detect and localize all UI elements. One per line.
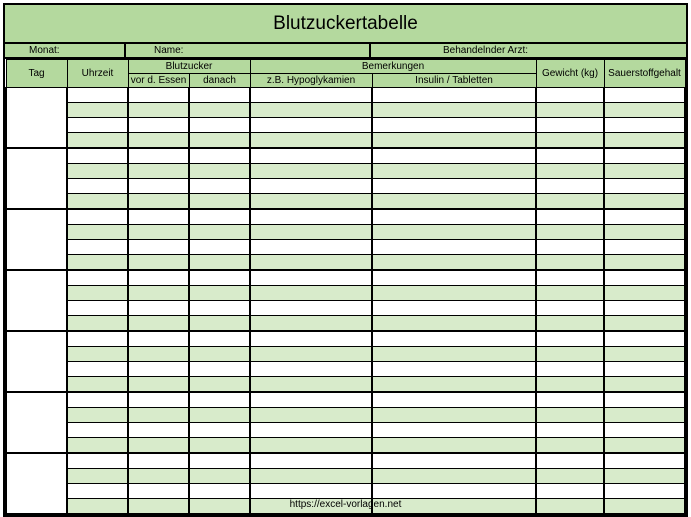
entry-cell[interactable]	[250, 240, 372, 255]
entry-cell[interactable]	[128, 88, 189, 103]
entry-cell[interactable]	[128, 453, 189, 469]
entry-cell[interactable]	[372, 255, 536, 271]
entry-cell[interactable]	[536, 209, 604, 225]
table-row	[6, 331, 685, 347]
entry-cell[interactable]	[250, 225, 372, 240]
entry-cell[interactable]	[250, 164, 372, 179]
col-header-gewicht: Gewicht (kg)	[536, 60, 604, 88]
day-cell[interactable]	[6, 148, 67, 209]
entry-cell[interactable]	[372, 438, 536, 454]
entry-cell[interactable]	[372, 286, 536, 301]
entry-cell[interactable]	[604, 225, 685, 240]
entry-cell[interactable]	[372, 103, 536, 118]
entry-cell[interactable]	[372, 164, 536, 179]
info-row	[5, 44, 686, 59]
entry-cell[interactable]	[250, 408, 372, 423]
table-row	[6, 164, 685, 179]
entry-cell[interactable]	[372, 362, 536, 377]
entry-cell[interactable]	[128, 438, 189, 454]
entry-cell[interactable]	[536, 88, 604, 103]
entry-cell[interactable]	[189, 164, 250, 179]
entry-cell[interactable]	[604, 484, 685, 499]
col-header-danach: danach	[189, 74, 250, 88]
col-header-vor-essen: vor d. Essen	[128, 74, 189, 88]
entry-cell[interactable]	[604, 423, 685, 438]
col-header-blutzucker: Blutzucker	[128, 60, 250, 74]
entry-cell[interactable]	[250, 255, 372, 271]
entry-cell[interactable]	[128, 362, 189, 377]
entry-cell[interactable]	[604, 209, 685, 225]
entry-cell[interactable]	[536, 392, 604, 408]
entry-cell[interactable]	[67, 194, 128, 210]
entry-cell[interactable]	[128, 240, 189, 255]
entry-cell[interactable]	[250, 270, 372, 286]
entry-cell[interactable]	[67, 103, 128, 118]
log-table	[5, 59, 686, 515]
entry-cell[interactable]	[128, 286, 189, 301]
entry-cell[interactable]	[189, 484, 250, 499]
entry-cell[interactable]	[372, 453, 536, 469]
entry-cell[interactable]	[250, 469, 372, 484]
entry-cell[interactable]	[536, 270, 604, 286]
entry-cell[interactable]	[128, 316, 189, 332]
table-row	[6, 347, 685, 362]
entry-cell[interactable]	[604, 194, 685, 210]
entry-cell[interactable]	[189, 225, 250, 240]
entry-cell[interactable]	[128, 301, 189, 316]
table-row	[6, 377, 685, 393]
entry-cell[interactable]	[604, 438, 685, 454]
sheet-title: Blutzuckertabelle	[5, 5, 686, 44]
entry-cell[interactable]	[250, 179, 372, 194]
entry-cell[interactable]	[604, 88, 685, 103]
entry-cell[interactable]	[604, 148, 685, 164]
entry-cell[interactable]	[67, 362, 128, 377]
table-row	[6, 270, 685, 286]
entry-cell[interactable]	[67, 316, 128, 332]
entry-cell[interactable]	[189, 240, 250, 255]
entry-cell[interactable]	[536, 179, 604, 194]
entry-cell[interactable]	[67, 423, 128, 438]
entry-cell[interactable]	[250, 484, 372, 499]
entry-cell[interactable]	[67, 392, 128, 408]
entry-cell[interactable]	[128, 194, 189, 210]
footer-url[interactable]: https://excel-vorlagen.net	[289, 499, 402, 510]
entry-cell[interactable]	[128, 423, 189, 438]
entry-cell[interactable]	[372, 392, 536, 408]
entry-cell[interactable]	[250, 103, 372, 118]
entry-cell[interactable]	[372, 118, 536, 133]
entry-cell[interactable]	[189, 453, 250, 469]
entry-cell[interactable]	[67, 408, 128, 423]
month-field[interactable]: Monat:	[5, 44, 126, 57]
entry-cell[interactable]	[67, 209, 128, 225]
entry-cell[interactable]	[372, 347, 536, 362]
entry-cell[interactable]	[372, 423, 536, 438]
entry-cell[interactable]	[128, 347, 189, 362]
entry-cell[interactable]	[536, 362, 604, 377]
table-row	[6, 103, 685, 118]
entry-cell[interactable]	[67, 164, 128, 179]
entry-cell[interactable]	[250, 148, 372, 164]
entry-cell[interactable]	[128, 179, 189, 194]
entry-cell[interactable]	[372, 316, 536, 332]
entry-cell[interactable]	[250, 362, 372, 377]
entry-cell[interactable]	[372, 133, 536, 149]
entry-cell[interactable]	[604, 286, 685, 301]
entry-cell[interactable]	[189, 438, 250, 454]
entry-cell[interactable]	[250, 133, 372, 149]
entry-cell[interactable]	[536, 484, 604, 499]
entry-cell[interactable]	[128, 225, 189, 240]
entry-cell[interactable]	[128, 377, 189, 393]
entry-cell[interactable]	[604, 118, 685, 133]
entry-cell[interactable]	[250, 438, 372, 454]
entry-cell[interactable]	[536, 240, 604, 255]
table-row	[6, 301, 685, 316]
entry-cell[interactable]	[372, 179, 536, 194]
entry-cell[interactable]	[372, 240, 536, 255]
entry-cell[interactable]	[189, 209, 250, 225]
entry-cell[interactable]	[189, 423, 250, 438]
entry-cell[interactable]	[128, 484, 189, 499]
entry-cell[interactable]	[536, 164, 604, 179]
entry-cell[interactable]	[189, 133, 250, 149]
entry-cell[interactable]	[536, 148, 604, 164]
entry-cell[interactable]	[604, 164, 685, 179]
entry-cell[interactable]	[189, 270, 250, 286]
entry-cell[interactable]	[189, 362, 250, 377]
entry-cell[interactable]	[67, 438, 128, 454]
entry-cell[interactable]	[128, 270, 189, 286]
entry-cell[interactable]	[189, 316, 250, 332]
entry-cell[interactable]	[536, 438, 604, 454]
entry-cell[interactable]	[250, 286, 372, 301]
entry-cell[interactable]	[67, 331, 128, 347]
table-row	[6, 148, 685, 164]
entry-cell[interactable]	[536, 286, 604, 301]
entry-cell[interactable]	[67, 118, 128, 133]
entry-cell[interactable]	[372, 194, 536, 210]
entry-cell[interactable]	[536, 255, 604, 271]
entry-cell[interactable]	[67, 240, 128, 255]
entry-cell[interactable]	[250, 194, 372, 210]
name-field[interactable]: Name:	[126, 44, 371, 57]
entry-cell[interactable]	[128, 392, 189, 408]
table-row	[6, 438, 685, 454]
entry-cell[interactable]	[128, 209, 189, 225]
entry-cell[interactable]	[189, 469, 250, 484]
entry-cell[interactable]	[604, 469, 685, 484]
entry-cell[interactable]	[536, 316, 604, 332]
entry-cell[interactable]	[604, 331, 685, 347]
entry-cell[interactable]	[604, 392, 685, 408]
entry-cell[interactable]	[536, 225, 604, 240]
entry-cell[interactable]	[372, 270, 536, 286]
table-row	[6, 255, 685, 271]
entry-cell[interactable]	[604, 316, 685, 332]
entry-cell[interactable]	[604, 347, 685, 362]
entry-cell[interactable]	[250, 118, 372, 133]
entry-cell[interactable]	[67, 225, 128, 240]
table-row	[6, 469, 685, 484]
table-row	[6, 423, 685, 438]
entry-cell[interactable]	[128, 408, 189, 423]
entry-cell[interactable]	[604, 255, 685, 271]
entry-cell[interactable]	[536, 331, 604, 347]
entry-cell[interactable]	[250, 453, 372, 469]
entry-cell[interactable]	[189, 179, 250, 194]
day-cell[interactable]	[6, 209, 67, 270]
entry-cell[interactable]	[536, 301, 604, 316]
table-row	[6, 362, 685, 377]
entry-cell[interactable]	[189, 88, 250, 103]
table-row	[6, 118, 685, 133]
entry-cell[interactable]	[250, 316, 372, 332]
entry-cell[interactable]	[250, 331, 372, 347]
entry-cell[interactable]	[67, 484, 128, 499]
day-cell[interactable]	[6, 392, 67, 453]
entry-cell[interactable]	[67, 286, 128, 301]
entry-cell[interactable]	[67, 377, 128, 393]
entry-cell[interactable]	[189, 255, 250, 271]
entry-cell[interactable]	[189, 347, 250, 362]
entry-cell[interactable]	[250, 209, 372, 225]
table-row	[6, 240, 685, 255]
entry-cell[interactable]	[128, 103, 189, 118]
entry-cell[interactable]	[536, 347, 604, 362]
table-row	[6, 453, 685, 469]
entry-cell[interactable]	[604, 362, 685, 377]
day-cell[interactable]	[6, 88, 67, 149]
entry-cell[interactable]	[128, 469, 189, 484]
blood-sugar-sheet	[3, 3, 688, 517]
entry-cell[interactable]	[189, 194, 250, 210]
entry-cell[interactable]	[536, 377, 604, 393]
entry-cell[interactable]	[604, 301, 685, 316]
entry-cell[interactable]	[604, 240, 685, 255]
table-row	[6, 392, 685, 408]
table-row	[6, 316, 685, 332]
entry-cell[interactable]	[536, 423, 604, 438]
entry-cell[interactable]	[128, 133, 189, 149]
table-row	[6, 194, 685, 210]
entry-cell[interactable]	[372, 408, 536, 423]
entry-cell[interactable]	[536, 469, 604, 484]
entry-cell[interactable]	[67, 270, 128, 286]
entry-cell[interactable]	[536, 408, 604, 423]
day-cell[interactable]	[6, 270, 67, 331]
entry-cell[interactable]	[67, 133, 128, 149]
entry-cell[interactable]	[372, 484, 536, 499]
entry-cell[interactable]	[67, 301, 128, 316]
table-row	[6, 286, 685, 301]
entry-cell[interactable]	[189, 331, 250, 347]
entry-cell[interactable]	[189, 118, 250, 133]
entry-cell[interactable]	[67, 347, 128, 362]
entry-cell[interactable]	[372, 225, 536, 240]
table-row	[6, 225, 685, 240]
entry-cell[interactable]	[536, 118, 604, 133]
col-header-uhrzeit: Uhrzeit	[67, 60, 128, 88]
entry-cell[interactable]	[189, 392, 250, 408]
entry-cell[interactable]	[189, 301, 250, 316]
table-row	[6, 209, 685, 225]
entry-cell[interactable]	[189, 377, 250, 393]
entry-cell[interactable]	[604, 377, 685, 393]
col-header-sauerstoff: Sauerstoffgehalt	[604, 60, 685, 88]
entry-cell[interactable]	[128, 164, 189, 179]
table-row	[6, 484, 685, 499]
entry-cell[interactable]	[372, 469, 536, 484]
entry-cell[interactable]	[536, 133, 604, 149]
entry-cell[interactable]	[250, 88, 372, 103]
entry-cell[interactable]	[189, 148, 250, 164]
entry-cell[interactable]	[67, 255, 128, 271]
entry-cell[interactable]	[67, 453, 128, 469]
entry-cell[interactable]	[604, 133, 685, 149]
entry-cell[interactable]	[250, 301, 372, 316]
col-header-bemerkungen: Bemerkungen	[250, 60, 536, 74]
table-row	[6, 408, 685, 423]
col-header-hypo: z.B. Hypoglykamien	[250, 74, 372, 88]
entry-cell[interactable]	[67, 469, 128, 484]
entry-cell[interactable]	[604, 453, 685, 469]
entry-cell[interactable]	[250, 423, 372, 438]
col-header-insulin: Insulin / Tabletten	[372, 74, 536, 88]
entry-cell[interactable]	[250, 392, 372, 408]
entry-cell[interactable]	[536, 453, 604, 469]
entry-cell[interactable]	[250, 377, 372, 393]
entry-cell[interactable]	[604, 103, 685, 118]
table-row	[6, 179, 685, 194]
entry-cell[interactable]	[67, 179, 128, 194]
table-row	[6, 133, 685, 149]
entry-cell[interactable]	[536, 194, 604, 210]
entry-cell[interactable]	[189, 103, 250, 118]
entry-cell[interactable]	[128, 118, 189, 133]
entry-cell[interactable]	[604, 408, 685, 423]
col-header-tag: Tag	[6, 60, 67, 88]
entry-cell[interactable]	[372, 301, 536, 316]
entry-cell[interactable]	[67, 88, 128, 103]
entry-cell[interactable]	[128, 331, 189, 347]
entry-cell[interactable]	[372, 209, 536, 225]
entry-cell[interactable]	[372, 377, 536, 393]
entry-cell[interactable]	[536, 103, 604, 118]
entry-cell[interactable]	[372, 88, 536, 103]
entry-cell[interactable]	[604, 179, 685, 194]
entry-cell[interactable]	[189, 286, 250, 301]
entry-cell[interactable]	[189, 408, 250, 423]
entry-cell[interactable]	[604, 270, 685, 286]
entry-cell[interactable]	[128, 148, 189, 164]
day-cell[interactable]	[6, 331, 67, 392]
entry-cell[interactable]	[67, 148, 128, 164]
table-row	[6, 88, 685, 103]
entry-cell[interactable]	[128, 255, 189, 271]
entry-cell[interactable]	[372, 331, 536, 347]
entry-cell[interactable]	[372, 148, 536, 164]
doctor-field[interactable]: Behandelnder Arzt:	[443, 45, 529, 56]
entry-cell[interactable]	[250, 347, 372, 362]
